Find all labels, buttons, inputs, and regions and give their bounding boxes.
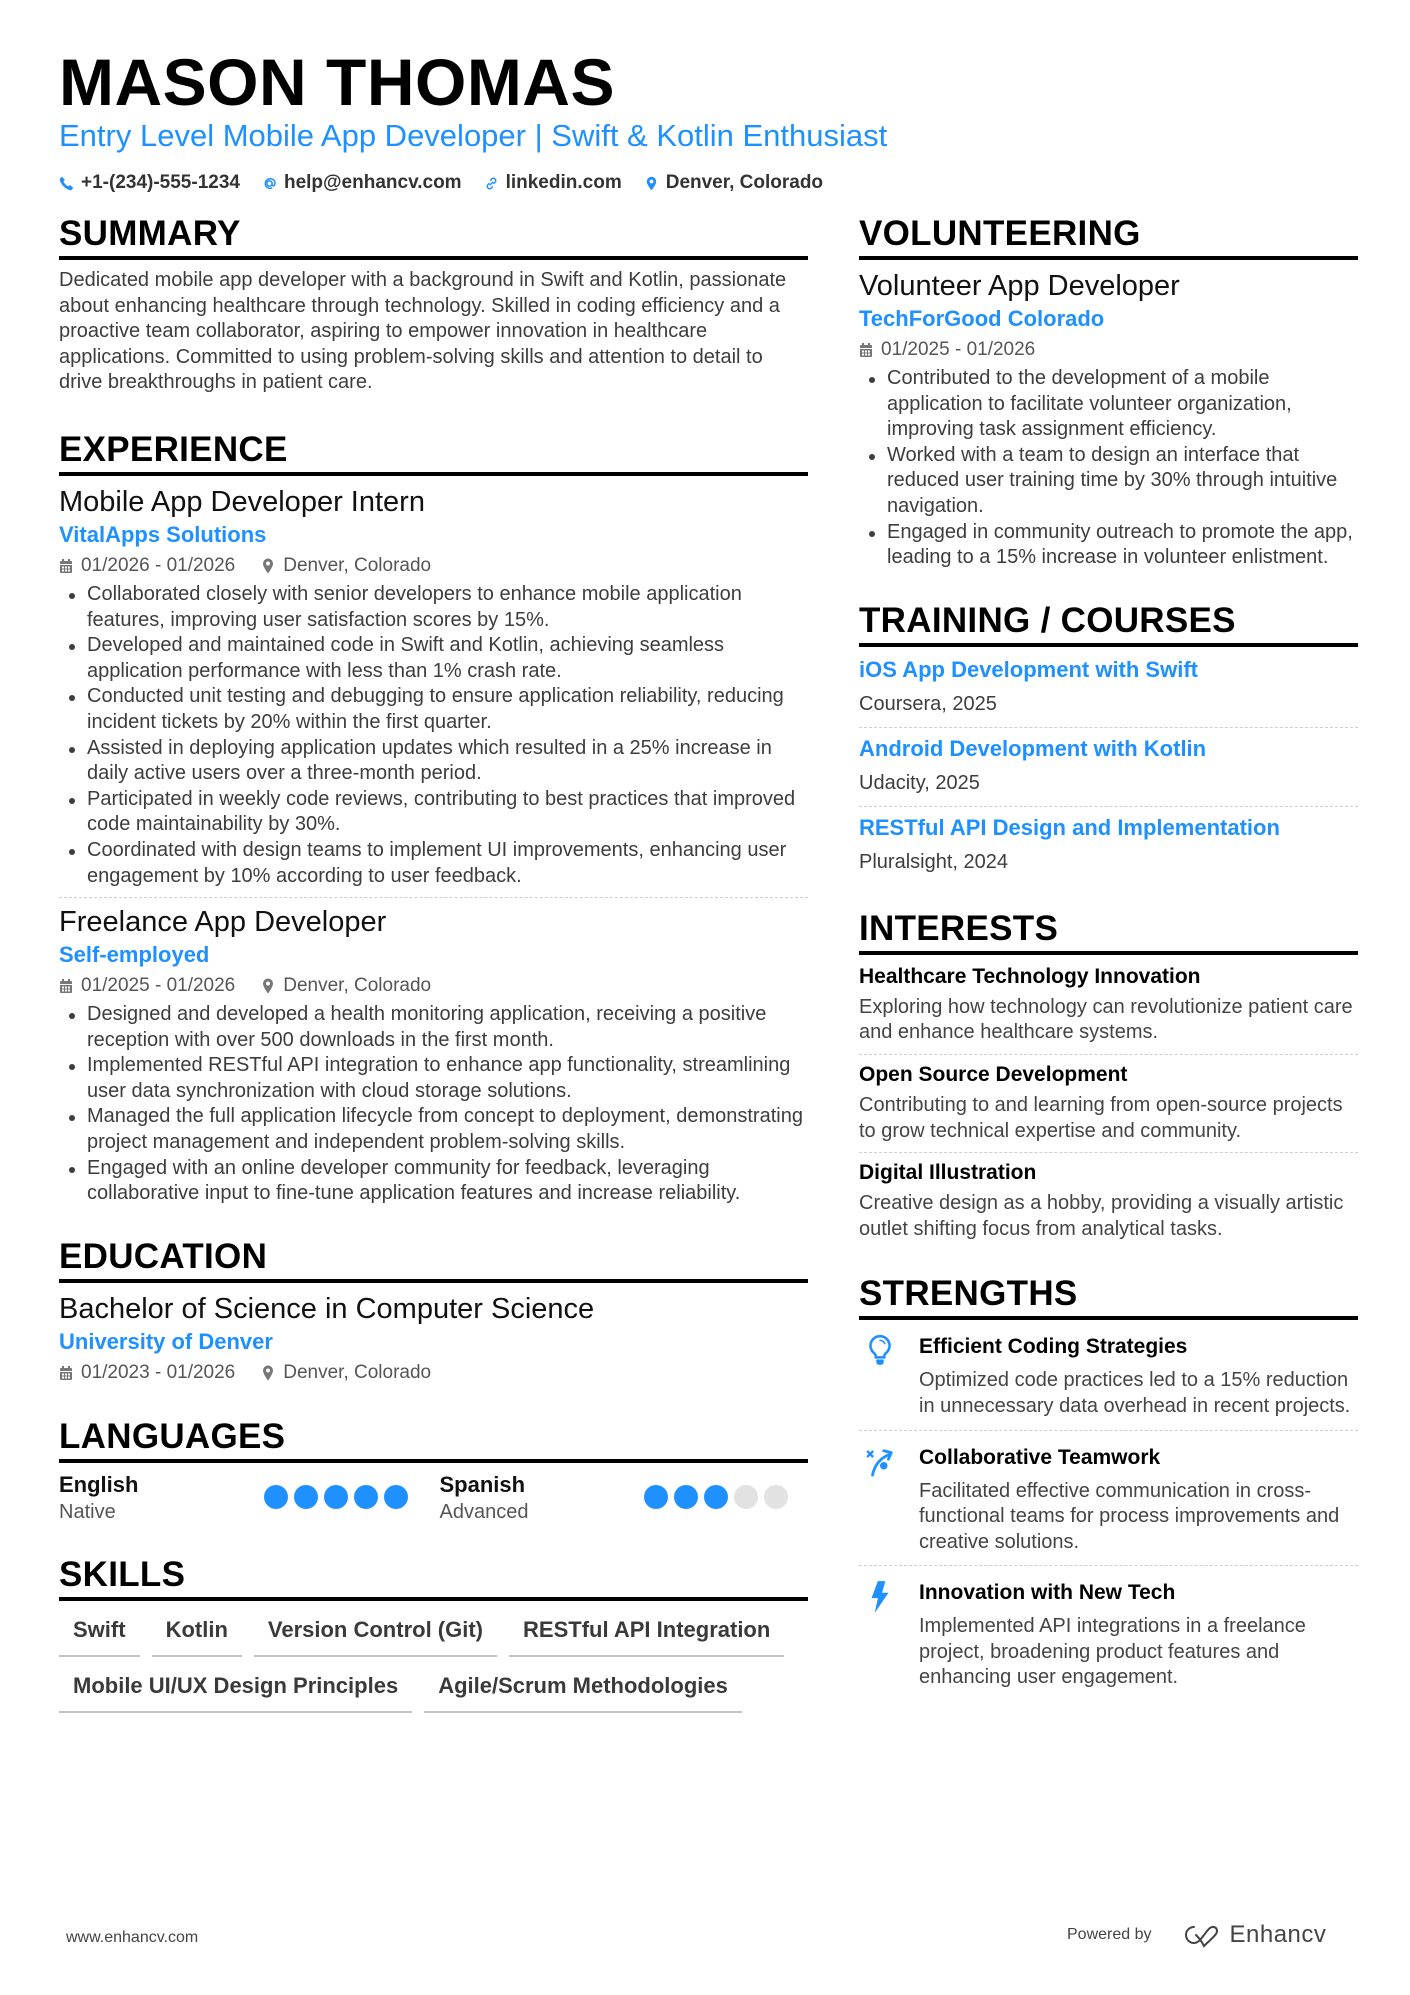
dot-filled	[324, 1485, 348, 1509]
summary-section	[59, 214, 808, 396]
map-pin-icon	[644, 176, 659, 191]
skill-tag: Mobile UI/UX Design Principles	[59, 1671, 412, 1713]
dot-filled	[354, 1485, 378, 1509]
strength-item	[859, 1578, 1358, 1691]
contact-location	[644, 172, 823, 194]
proficiency-dots	[264, 1485, 408, 1525]
section-title-experience: EXPERIENCE	[59, 430, 808, 476]
map-pin-icon	[261, 558, 275, 574]
bullet-item: Assisted in deploying application updates which resulted in a 25% increase in daily active users over a three-month period.	[59, 736, 808, 787]
language-list	[59, 1471, 808, 1525]
degree: Bachelor of Science in Computer Science	[59, 1292, 595, 1325]
strength-description: Implemented API integrations in a freelance project, broadening product features and enhancing user engagement.	[919, 1615, 1306, 1689]
strength-item	[859, 1443, 1358, 1556]
calendar-icon	[859, 342, 873, 358]
calendar-icon	[59, 558, 73, 574]
contact-linkedin[interactable]	[484, 172, 622, 194]
language-name: Spanish	[439, 1471, 526, 1497]
volunteer-role: Volunteer App Developer	[859, 270, 1180, 302]
phone-text: +1-(234)-555-1234	[81, 172, 240, 193]
language-name: English	[59, 1471, 139, 1497]
skill-tags	[59, 1615, 808, 1713]
languages-section	[59, 1417, 808, 1525]
section-title-training: TRAINING / COURSES	[859, 601, 1358, 647]
date-range: 01/2026 - 01/2026	[81, 554, 236, 576]
strategy-icon	[865, 1445, 895, 1479]
section-title-volunteering: VOLUNTEERING	[859, 214, 1358, 260]
experience-entry	[59, 904, 808, 1207]
skill-tag: RESTful API Integration	[509, 1615, 784, 1657]
bullet-item: Conducted unit testing and debugging to ensure application reliability, reducing incident tickets by 20% within the first quarter.	[59, 684, 808, 735]
contact-email[interactable]	[262, 172, 462, 194]
divider	[859, 727, 1358, 728]
email-text: help@enhancv.com	[283, 172, 462, 193]
dot-filled	[644, 1485, 668, 1509]
interest-description: Creative design as a hobby, providing a visually artistic outlet shifting focus from analytical tasks.	[859, 1192, 1344, 1240]
company-name: Self-employed	[59, 942, 210, 968]
left-column	[59, 214, 808, 1713]
training-section	[859, 601, 1358, 877]
contact-phone[interactable]	[59, 172, 240, 194]
divider	[859, 1430, 1358, 1431]
course-item	[859, 655, 1358, 719]
dot-filled	[264, 1485, 288, 1509]
strength-description: Facilitated effective communication in cross-functional teams for process improvements and creative solutions.	[919, 1479, 1340, 1553]
education-section	[59, 1237, 808, 1387]
enhancv-logo-icon	[1176, 1922, 1222, 1948]
language-level: Native	[59, 1500, 116, 1523]
bullet-list	[859, 366, 1358, 571]
interest-item	[859, 1159, 1358, 1242]
entry-meta	[59, 1359, 808, 1387]
course-provider: Pluralsight, 2024	[859, 850, 1008, 873]
lightbulb-icon	[865, 1334, 895, 1368]
section-title-interests: INTERESTS	[859, 909, 1358, 955]
bullet-item: Collaborated closely with senior developers to enhance mobile application features, improving user satisfaction scores by 15%.	[59, 582, 808, 633]
bullet-item: Engaged in community outreach to promote the app, leading to a 15% increase in volunteer enlistment.	[859, 520, 1358, 571]
strength-item	[859, 1332, 1358, 1419]
course-title: Android Development with Kotlin	[859, 735, 1207, 761]
dot-empty	[734, 1485, 758, 1509]
bullet-item: Participated in weekly code reviews, contributing to best practices that improved code maintainability by 30%.	[59, 787, 808, 838]
map-pin-icon	[261, 978, 275, 994]
job-location: Denver, Colorado	[283, 554, 432, 576]
interest-item	[859, 963, 1358, 1046]
entry-meta	[59, 972, 808, 1000]
job-title: Freelance App Developer	[59, 906, 387, 939]
section-title-skills: SKILLS	[59, 1555, 808, 1601]
bullet-list	[59, 1002, 808, 1207]
dot-empty	[764, 1485, 788, 1509]
entry-meta	[859, 336, 1358, 364]
divider	[859, 806, 1358, 807]
calendar-icon	[59, 1365, 73, 1381]
strength-title: Efficient Coding Strategies	[919, 1335, 1188, 1359]
bullet-list	[59, 582, 808, 889]
headline: Entry Level Mobile App Developer | Swift & Kotlin Enthusiast	[59, 118, 888, 153]
dot-filled	[704, 1485, 728, 1509]
powered-by-label: Powered by	[1067, 1926, 1152, 1943]
course-provider: Coursera, 2025	[859, 692, 997, 715]
language-item	[59, 1471, 408, 1525]
dot-filled	[384, 1485, 408, 1509]
job-title: Mobile App Developer Intern	[59, 485, 425, 518]
interest-title: Digital Illustration	[859, 1161, 1037, 1185]
course-title: iOS App Development with Swift	[859, 656, 1198, 682]
enhancv-logo[interactable]	[1176, 1921, 1327, 1949]
footer-website[interactable]: www.enhancv.com	[66, 1929, 199, 1946]
brand-name: Enhancv	[1229, 1921, 1327, 1948]
dot-filled	[674, 1485, 698, 1509]
course-item	[859, 734, 1358, 798]
phone-icon	[59, 176, 74, 191]
interests-section	[859, 909, 1358, 1243]
bullet-item: Coordinated with design teams to implement UI improvements, enhancing user engagement by 10% according to user feedback.	[59, 838, 808, 889]
language-item	[440, 1471, 789, 1525]
divider	[859, 1152, 1358, 1153]
company-name: VitalApps Solutions	[59, 521, 267, 547]
experience-section	[59, 430, 808, 1207]
skill-tag: Agile/Scrum Methodologies	[424, 1671, 742, 1713]
skill-tag: Swift	[59, 1615, 140, 1657]
date-range: 01/2025 - 01/2026	[81, 975, 236, 997]
section-title-strengths: STRENGTHS	[859, 1274, 1358, 1320]
experience-entry	[59, 484, 808, 889]
interest-title: Healthcare Technology Innovation	[859, 964, 1201, 988]
language-level: Advanced	[439, 1500, 529, 1523]
course-provider: Udacity, 2025	[859, 771, 980, 794]
interest-title: Open Source Development	[859, 1062, 1128, 1086]
map-pin-icon	[261, 1365, 275, 1381]
volunteer-org: TechForGood Colorado	[859, 306, 1105, 331]
bullet-item: Contributed to the development of a mobile application to facilitate volunteer organization, improving task assignment efficiency.	[859, 366, 1358, 443]
right-column	[859, 214, 1358, 1691]
entry-meta	[59, 552, 808, 580]
school-name: University of Denver	[59, 1328, 273, 1354]
strength-title: Collaborative Teamwork	[919, 1445, 1161, 1469]
skill-tag: Version Control (Git)	[254, 1615, 497, 1657]
link-icon	[484, 176, 499, 191]
skills-section	[59, 1555, 808, 1713]
section-title-summary: SUMMARY	[59, 214, 808, 260]
section-title-education: EDUCATION	[59, 1237, 808, 1283]
interest-item	[859, 1061, 1358, 1144]
bolt-icon	[865, 1580, 895, 1614]
strengths-section	[859, 1274, 1358, 1691]
bullet-item: Engaged with an online developer community for feedback, leveraging collaborative input to fine-tune application features and increase reliability.	[59, 1156, 808, 1207]
bullet-item: Implemented RESTful API integration to enhance app functionality, streamlining user data synchronization with cloud storage solutions.	[59, 1053, 808, 1104]
linkedin-text: linkedin.com	[505, 172, 622, 193]
section-title-languages: LANGUAGES	[59, 1417, 808, 1463]
footer-branding	[1067, 1921, 1326, 1949]
contact-row	[59, 170, 823, 196]
strength-description: Optimized code practices led to a 15% reduction in unnecessary data overhead in recent projects.	[919, 1369, 1351, 1417]
interest-description: Contributing to and learning from open-source projects to grow technical expertise and community.	[859, 1093, 1343, 1142]
bullet-item: Developed and maintained code in Swift and Kotlin, achieving seamless application performance with less than 1% crash rate.	[59, 633, 808, 684]
course-item	[859, 813, 1358, 877]
date-range: 01/2023 - 01/2026	[81, 1361, 236, 1383]
proficiency-dots	[644, 1485, 788, 1525]
volunteering-section	[859, 214, 1358, 571]
interest-description: Exploring how technology can revolutionize patient care and enhance healthcare systems.	[859, 995, 1353, 1044]
location-text: Denver, Colorado	[665, 172, 824, 193]
school-location: Denver, Colorado	[283, 1361, 432, 1383]
divider	[859, 1054, 1358, 1055]
bullet-item: Designed and developed a health monitoring application, receiving a positive reception with over 500 downloads in the first month.	[59, 1002, 808, 1053]
date-range: 01/2025 - 01/2026	[881, 339, 1036, 360]
strength-title: Innovation with New Tech	[919, 1581, 1176, 1605]
dot-filled	[294, 1485, 318, 1509]
divider	[859, 1565, 1358, 1566]
bullet-item: Worked with a team to design an interface that reduced user training time by 30% through intuitive navigation.	[859, 443, 1358, 520]
skill-tag: Kotlin	[152, 1615, 242, 1657]
course-title: RESTful API Design and Implementation	[859, 814, 1280, 840]
summary-text: Dedicated mobile app developer with a background in Swift and Kotlin, passionate about enhancing healthcare through technology. Skilled in coding efficiency and a proactive team collaborator, aspiring to empower innovation in healthcare applications. Committed to using problem-solving skills and attention to detail to drive breakthroughs in patient care.	[59, 269, 787, 394]
job-location: Denver, Colorado	[283, 975, 432, 997]
bullet-item: Managed the full application lifecycle from concept to deployment, demonstrating project management and independent problem-solving skills.	[59, 1104, 808, 1155]
at-icon	[262, 176, 277, 191]
calendar-icon	[59, 978, 73, 994]
candidate-name: MASON THOMAS	[59, 45, 615, 119]
divider	[59, 897, 808, 898]
